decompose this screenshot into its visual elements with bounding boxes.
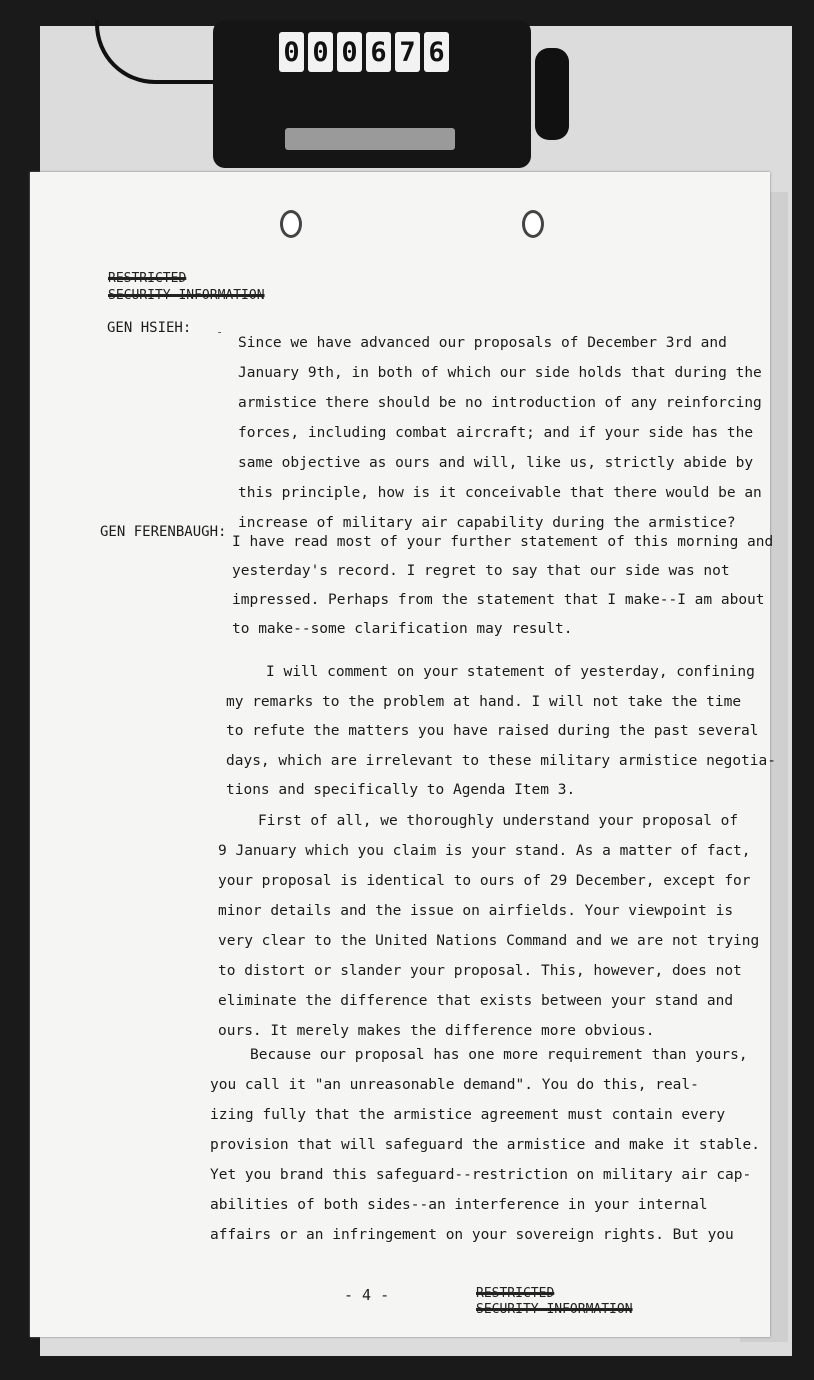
paragraph-first-of-all (218, 806, 759, 1046)
text-line: same objective as ours and will, like us, strictly abide by (238, 455, 754, 471)
text-line: I have read most of your further statement of this morning and (232, 534, 774, 550)
document-page (30, 172, 776, 1337)
counter-knob (535, 48, 569, 140)
counter-digit: 0 (279, 32, 304, 72)
text-line: impressed. Perhaps from the statement that I make--I am about (232, 592, 765, 608)
paragraph-because (210, 1040, 760, 1250)
ferenbaugh-statement (232, 528, 773, 644)
text-line: your proposal is identical to ours of 29 December, except for (218, 873, 751, 889)
classification-line: RESTRICTED (476, 1286, 555, 1301)
counter-digit: 0 (337, 32, 362, 72)
text-line: my remarks to the problem at hand. I will not take the time (226, 693, 742, 710)
hsieh-statement (238, 328, 762, 538)
text-line: abilities of both sides--an interference in your internal (210, 1197, 708, 1213)
text-line: increase of military air capability during the armistice? (238, 515, 736, 531)
text-line: minor details and the issue on airfields. Your viewpoint is (218, 903, 734, 919)
text-line: izing fully that the armistice agreement must contain every (210, 1107, 726, 1123)
text-line: tions and specifically to Agenda Item 3. (226, 782, 576, 798)
text-line: yesterday's record. I regret to say that our side was not (232, 563, 730, 579)
paragraph-comment (226, 658, 776, 806)
counter-digits (279, 32, 449, 72)
text-line: to refute the matters you have raised during the past several (226, 723, 759, 739)
text-line: I will comment on your statement of yesterday, confining (266, 664, 755, 680)
text-line: to distort or slander your proposal. This, however, does not (218, 963, 742, 979)
text-line: January 9th, in both of which our side holds that during the (238, 365, 762, 381)
text-line: to make--some clarification may result. (232, 621, 573, 637)
frame-counter (213, 20, 531, 168)
counter-digit: 0 (308, 32, 333, 72)
text-line: affairs or an infringement on your sovereign rights. But you (210, 1227, 734, 1243)
speaker-label: GEN HSIEH: (107, 320, 192, 336)
text-line: days, which are irrelevant to these military armistice negotia- (226, 752, 776, 769)
text-line: First of all, we thoroughly understand your proposal of (258, 813, 739, 829)
classification-line: SECURITY INFORMATION (476, 1302, 633, 1317)
counter-digit: 6 (424, 32, 449, 72)
text-line: Yet you brand this safeguard--restriction on military air cap- (210, 1167, 752, 1183)
text-line: provision that will safeguard the armistice and make it stable. (210, 1137, 760, 1153)
text-line: Because our proposal has one more requirement than yours, (250, 1047, 748, 1063)
text-line: forces, including combat aircraft; and if your side has the (238, 425, 754, 441)
text-line: this principle, how is it conceivable that there would be an (238, 485, 762, 501)
counter-digit: 6 (366, 32, 391, 72)
punch-hole (522, 210, 544, 238)
stray-mark: - (216, 325, 224, 339)
speaker-label: GEN FERENBAUGH: (100, 524, 227, 540)
counter-digit: 7 (395, 32, 420, 72)
text-line: very clear to the United Nations Command and we are not trying (218, 933, 760, 949)
page-number: - 4 - (344, 1286, 390, 1304)
text-line: you call it "an unreasonable demand". You do this, real- (210, 1077, 699, 1093)
counter-plate (285, 128, 455, 150)
classification-stamp-top (108, 270, 265, 304)
classification-line: SECURITY INFORMATION (108, 288, 265, 303)
punch-hole (280, 210, 302, 238)
text-line: 9 January which you claim is your stand. As a matter of fact, (218, 843, 751, 859)
text-line: armistice there should be no introduction of any reinforcing (238, 395, 762, 411)
classification-stamp-bottom (476, 1286, 633, 1318)
text-line: Since we have advanced our proposals of December 3rd and (238, 335, 727, 351)
text-line: eliminate the difference that exists between your stand and (218, 993, 734, 1009)
classification-line: RESTRICTED (108, 271, 187, 286)
text-line: ours. It merely makes the difference more obvious. (218, 1023, 655, 1039)
